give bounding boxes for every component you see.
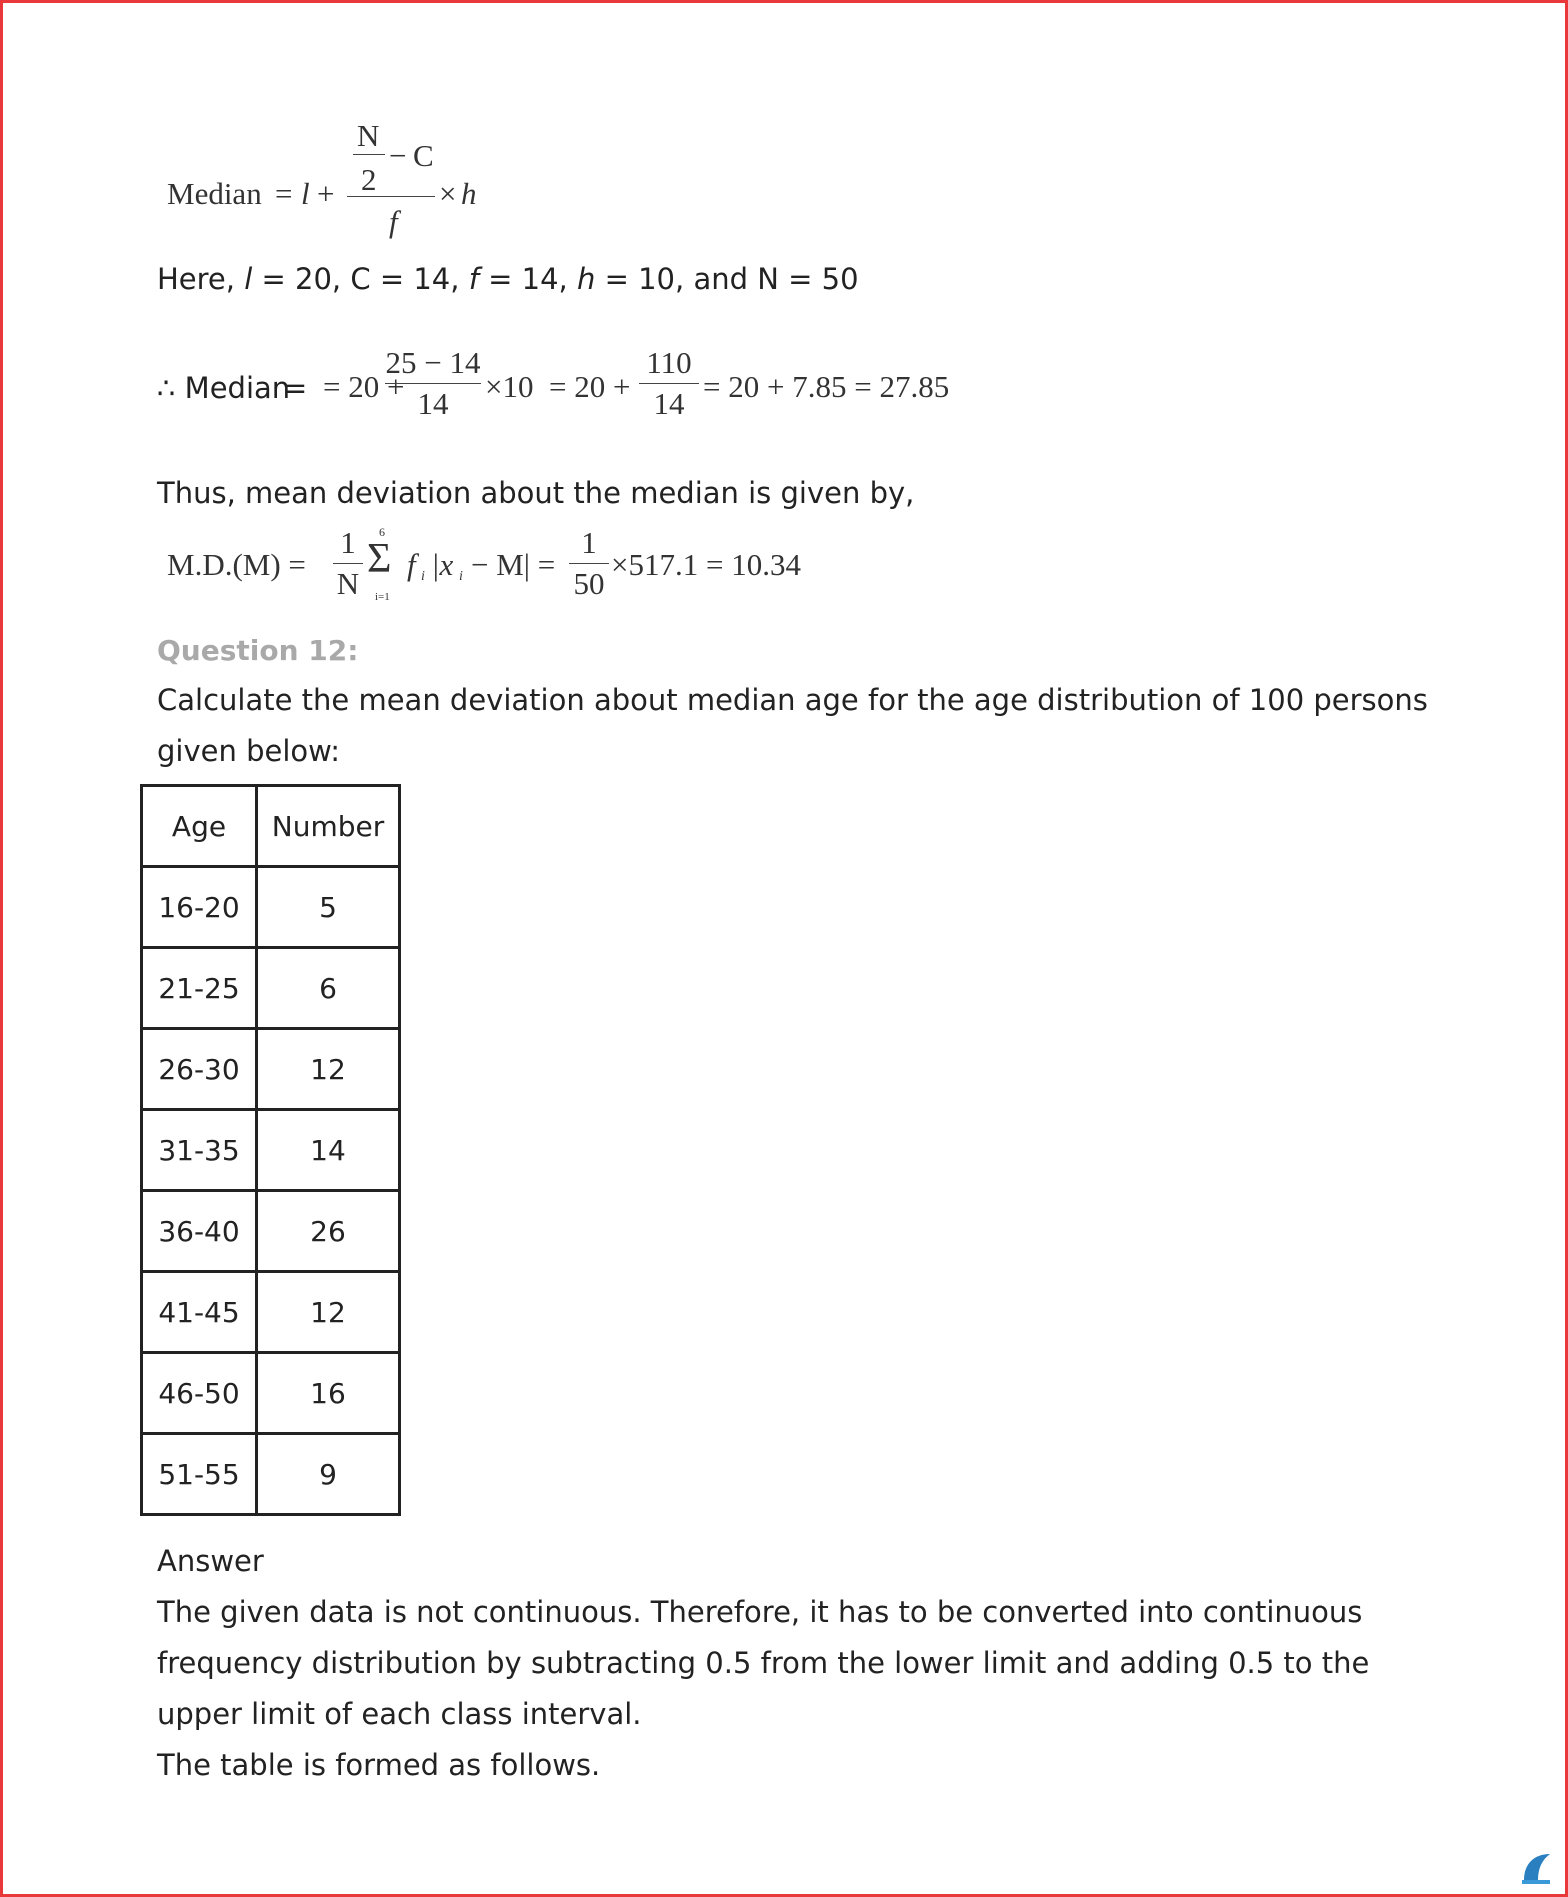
median-l: l (301, 176, 310, 211)
question-title: Question 12: (157, 634, 359, 667)
median-label: Median (167, 176, 262, 211)
table-row (142, 1353, 400, 1434)
md-minus-m: − M| = (471, 547, 556, 582)
table-cell-age: 21-25 (142, 948, 257, 1029)
md-frac-2-bar (569, 563, 609, 564)
table-cell-number: 26 (257, 1191, 400, 1272)
table-row (142, 948, 400, 1029)
md-N: N (336, 566, 360, 601)
brand-logo-icon (1520, 1850, 1552, 1888)
question-line-1: Calculate the mean deviation about median age for the age distribution of 100 persons (157, 683, 1428, 717)
table-row (142, 1110, 400, 1191)
md-sum-top: 6 (379, 525, 385, 539)
age-distribution-table (140, 784, 401, 1516)
table-row (142, 1272, 400, 1353)
here-l-value: = 20, C = 14, (261, 262, 460, 296)
here-line (157, 262, 859, 296)
md-frac-1-bar (333, 563, 363, 564)
median-frac-2-bar (639, 383, 699, 384)
table-cell-age: 26-30 (142, 1029, 257, 1110)
md-lhs: M.D.(M) = (167, 547, 306, 582)
answer-line-3: upper limit of each class interval. (157, 1697, 642, 1731)
table-row (142, 1029, 400, 1110)
md-sigma: Σ (367, 536, 392, 582)
median-frac-1-bar (385, 383, 481, 384)
here-f-symbol: f (468, 262, 489, 296)
median-minus: − (389, 138, 407, 173)
median-num2: 110 (646, 345, 692, 380)
md-fifty: 50 (573, 566, 605, 601)
md-f: f (407, 547, 416, 582)
median-C: C (413, 138, 434, 173)
md-result: ×517.1 = 10.34 (611, 547, 801, 582)
md-one2: 1 (581, 525, 597, 560)
here-l-symbol: l (244, 262, 262, 296)
md-abs: |x (431, 547, 454, 582)
here-prefix: Here, (157, 262, 235, 296)
table-cell-number: 16 (257, 1353, 400, 1434)
md-one: 1 (340, 525, 356, 560)
here-h-symbol: h (576, 262, 605, 296)
answer-line-2: frequency distribution by subtracting 0.5 from the lower limit and adding 0.5 to the (157, 1646, 1370, 1680)
answer-line-4: The table is formed as follows. (157, 1748, 601, 1782)
median-equals: = (275, 176, 293, 211)
answer-label: Answer (157, 1544, 264, 1578)
median-f: f (389, 204, 398, 239)
table-header-row (142, 786, 400, 867)
table-cell-age: 16-20 (142, 867, 257, 948)
table-cell-number: 6 (257, 948, 400, 1029)
median-therefore: ∴ Median (157, 371, 291, 405)
md-sub-i: i (421, 569, 425, 584)
median-main-bar (347, 196, 435, 197)
md-formula (167, 525, 1067, 610)
table-cell-number: 5 (257, 867, 400, 948)
median-calc-equals: = (283, 371, 308, 405)
table-cell-age: 51-55 (142, 1434, 257, 1515)
median-times10: ×10 (485, 369, 534, 404)
median-den1: 14 (417, 386, 449, 421)
table-cell-age: 36-40 (142, 1191, 257, 1272)
median-plus: + (317, 176, 335, 211)
median-small-bar (353, 154, 385, 155)
median-times: × (439, 176, 457, 211)
median-two: 2 (361, 162, 377, 197)
median-calc-eq2: = 20 + (549, 369, 631, 404)
here-h-value: = 10, and N = 50 (604, 262, 859, 296)
thus-line: Thus, mean deviation about the median is given by, (157, 476, 915, 510)
table-cell-number: 9 (257, 1434, 400, 1515)
table-cell-age: 31-35 (142, 1110, 257, 1191)
median-N: N (357, 118, 380, 153)
md-frac-1 (333, 525, 363, 602)
md-sum-bottom: i=1 (375, 591, 390, 603)
md-frac-2 (569, 525, 609, 602)
question-line-2: given below: (157, 734, 341, 768)
table-cell-number: 12 (257, 1272, 400, 1353)
table-row (142, 867, 400, 948)
median-calc-eq1: = 20 + (323, 369, 405, 404)
table-row (142, 1191, 400, 1272)
here-f-value: = 14, (488, 262, 568, 296)
median-num1: 25 − 14 (385, 345, 481, 380)
table-cell-number: 12 (257, 1029, 400, 1110)
table-cell-age: 41-45 (142, 1272, 257, 1353)
median-result: = 20 + 7.85 = 27.85 (703, 369, 950, 404)
median-frac-1 (385, 345, 481, 422)
median-frac-2 (639, 345, 699, 422)
median-calc (157, 345, 1057, 435)
median-den2: 14 (653, 386, 685, 421)
table-cell-number: 14 (257, 1110, 400, 1191)
header-number: Number (257, 786, 400, 867)
answer-line-1: The given data is not continuous. Therefore, it has to be converted into continuous (157, 1595, 1363, 1629)
md-sub-i-2: i (459, 569, 463, 584)
table-cell-age: 46-50 (142, 1353, 257, 1434)
table-row (142, 1434, 400, 1515)
header-age: Age (142, 786, 257, 867)
median-h: h (461, 176, 477, 211)
